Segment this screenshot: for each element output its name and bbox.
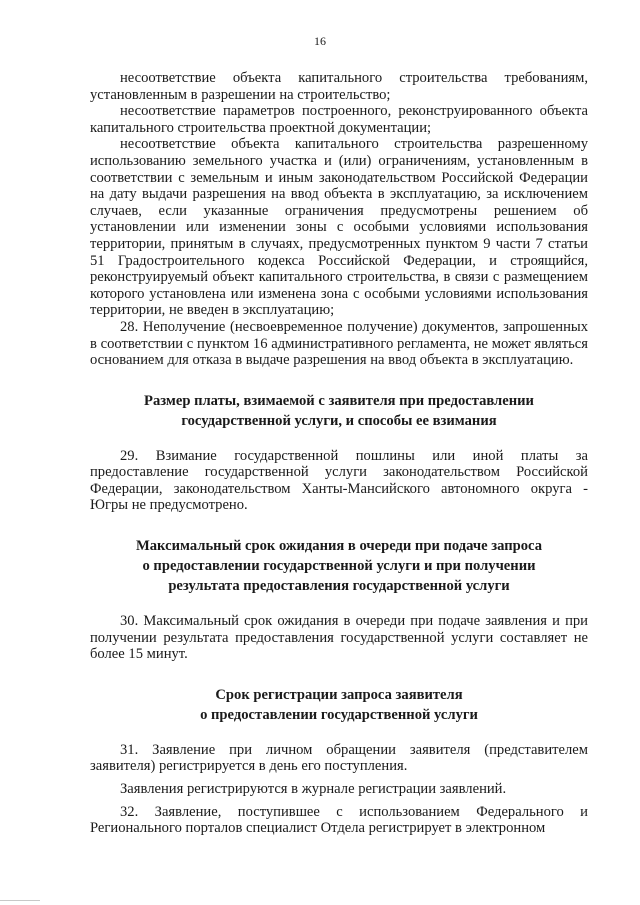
heading-registration-line-2: о предоставлении государственной услуги <box>200 706 478 723</box>
heading-queue-line-2: о предоставлении государственной услуги и при получении <box>142 558 536 575</box>
paragraph-29: 29. Взимание государственной пошлины или иной платы за предоставление государственной услуги законодательством Российской Федерации, законодательством Ханты-Мансийского автономного округа - Югры не предусмотрено. <box>90 447 588 514</box>
paragraph-30: 30. Максимальный срок ожидания в очереди при подаче заявления и при получении результата предоставления государственной услуги составляет не более 15 минут. <box>90 613 588 663</box>
document-body <box>90 70 588 837</box>
paragraph-nonconformity-permit: несоответствие объекта капитального строительства требованиям, установленным в разрешении на строительство; <box>90 70 588 103</box>
paragraph-31: 31. Заявление при личном обращении заявителя (представителем заявителя) регистрируется в день его поступления. <box>90 741 588 775</box>
page-number: 16 <box>314 34 326 48</box>
heading-fee-line-1: Размер платы, взимаемой с заявителя при предоставлении <box>144 392 534 409</box>
heading-queue-line-1: Максимальный срок ожидания в очереди при подаче запроса <box>135 538 542 555</box>
heading-queue-line-3: результата предоставления государственной услуги <box>168 578 510 595</box>
paragraph-nonconformity-project: несоответствие параметров построенного, реконструированного объекта капитального строительства проектной документации; <box>90 103 588 136</box>
paragraph-32: 32. Заявление, поступившее с использованием Федерального и Регионального порталов специалист Отдела регистрирует в электронном <box>90 803 588 837</box>
paragraph-journal: Заявления регистрируются в журнале регистрации заявлений. <box>120 781 507 798</box>
scan-edge-mark <box>0 900 40 901</box>
paragraph-28: 28. Неполучение (несвоевременное получение) документов, запрошенных в соответствии с пунктом 16 административного регламента, не может являться основанием для отказа в выдаче разрешения на ввод объекта в эксплуатацию. <box>90 318 588 369</box>
paragraph-nonconformity-land-use: несоответствие объекта капитального строительства разрешенному использованию земельного участка и (или) ограничениям, установленным в соответствии с земельным и иным законодательством Российской Федерации на дату выдачи разрешения на ввод объекта в эксплуатацию, за исключением случаев, если указанные ограничения предусмотрены решением об установлении или изменении зоны с особыми условиями использования территории, принятым в случаях, предусмотренных пунктом 9 части 7 статьи 51 Градостроительного кодекса Российской Федерации, и строящийся, реконструируемый объект капитального строительства, в связи с размещением которого установлена или изменена зона с особыми условиями использования территории, не введен в эксплуатацию; <box>90 136 588 319</box>
heading-registration-line-1: Срок регистрации запроса заявителя <box>215 686 463 703</box>
heading-fee-line-2: государственной услуги, и способы ее взимания <box>181 412 497 429</box>
